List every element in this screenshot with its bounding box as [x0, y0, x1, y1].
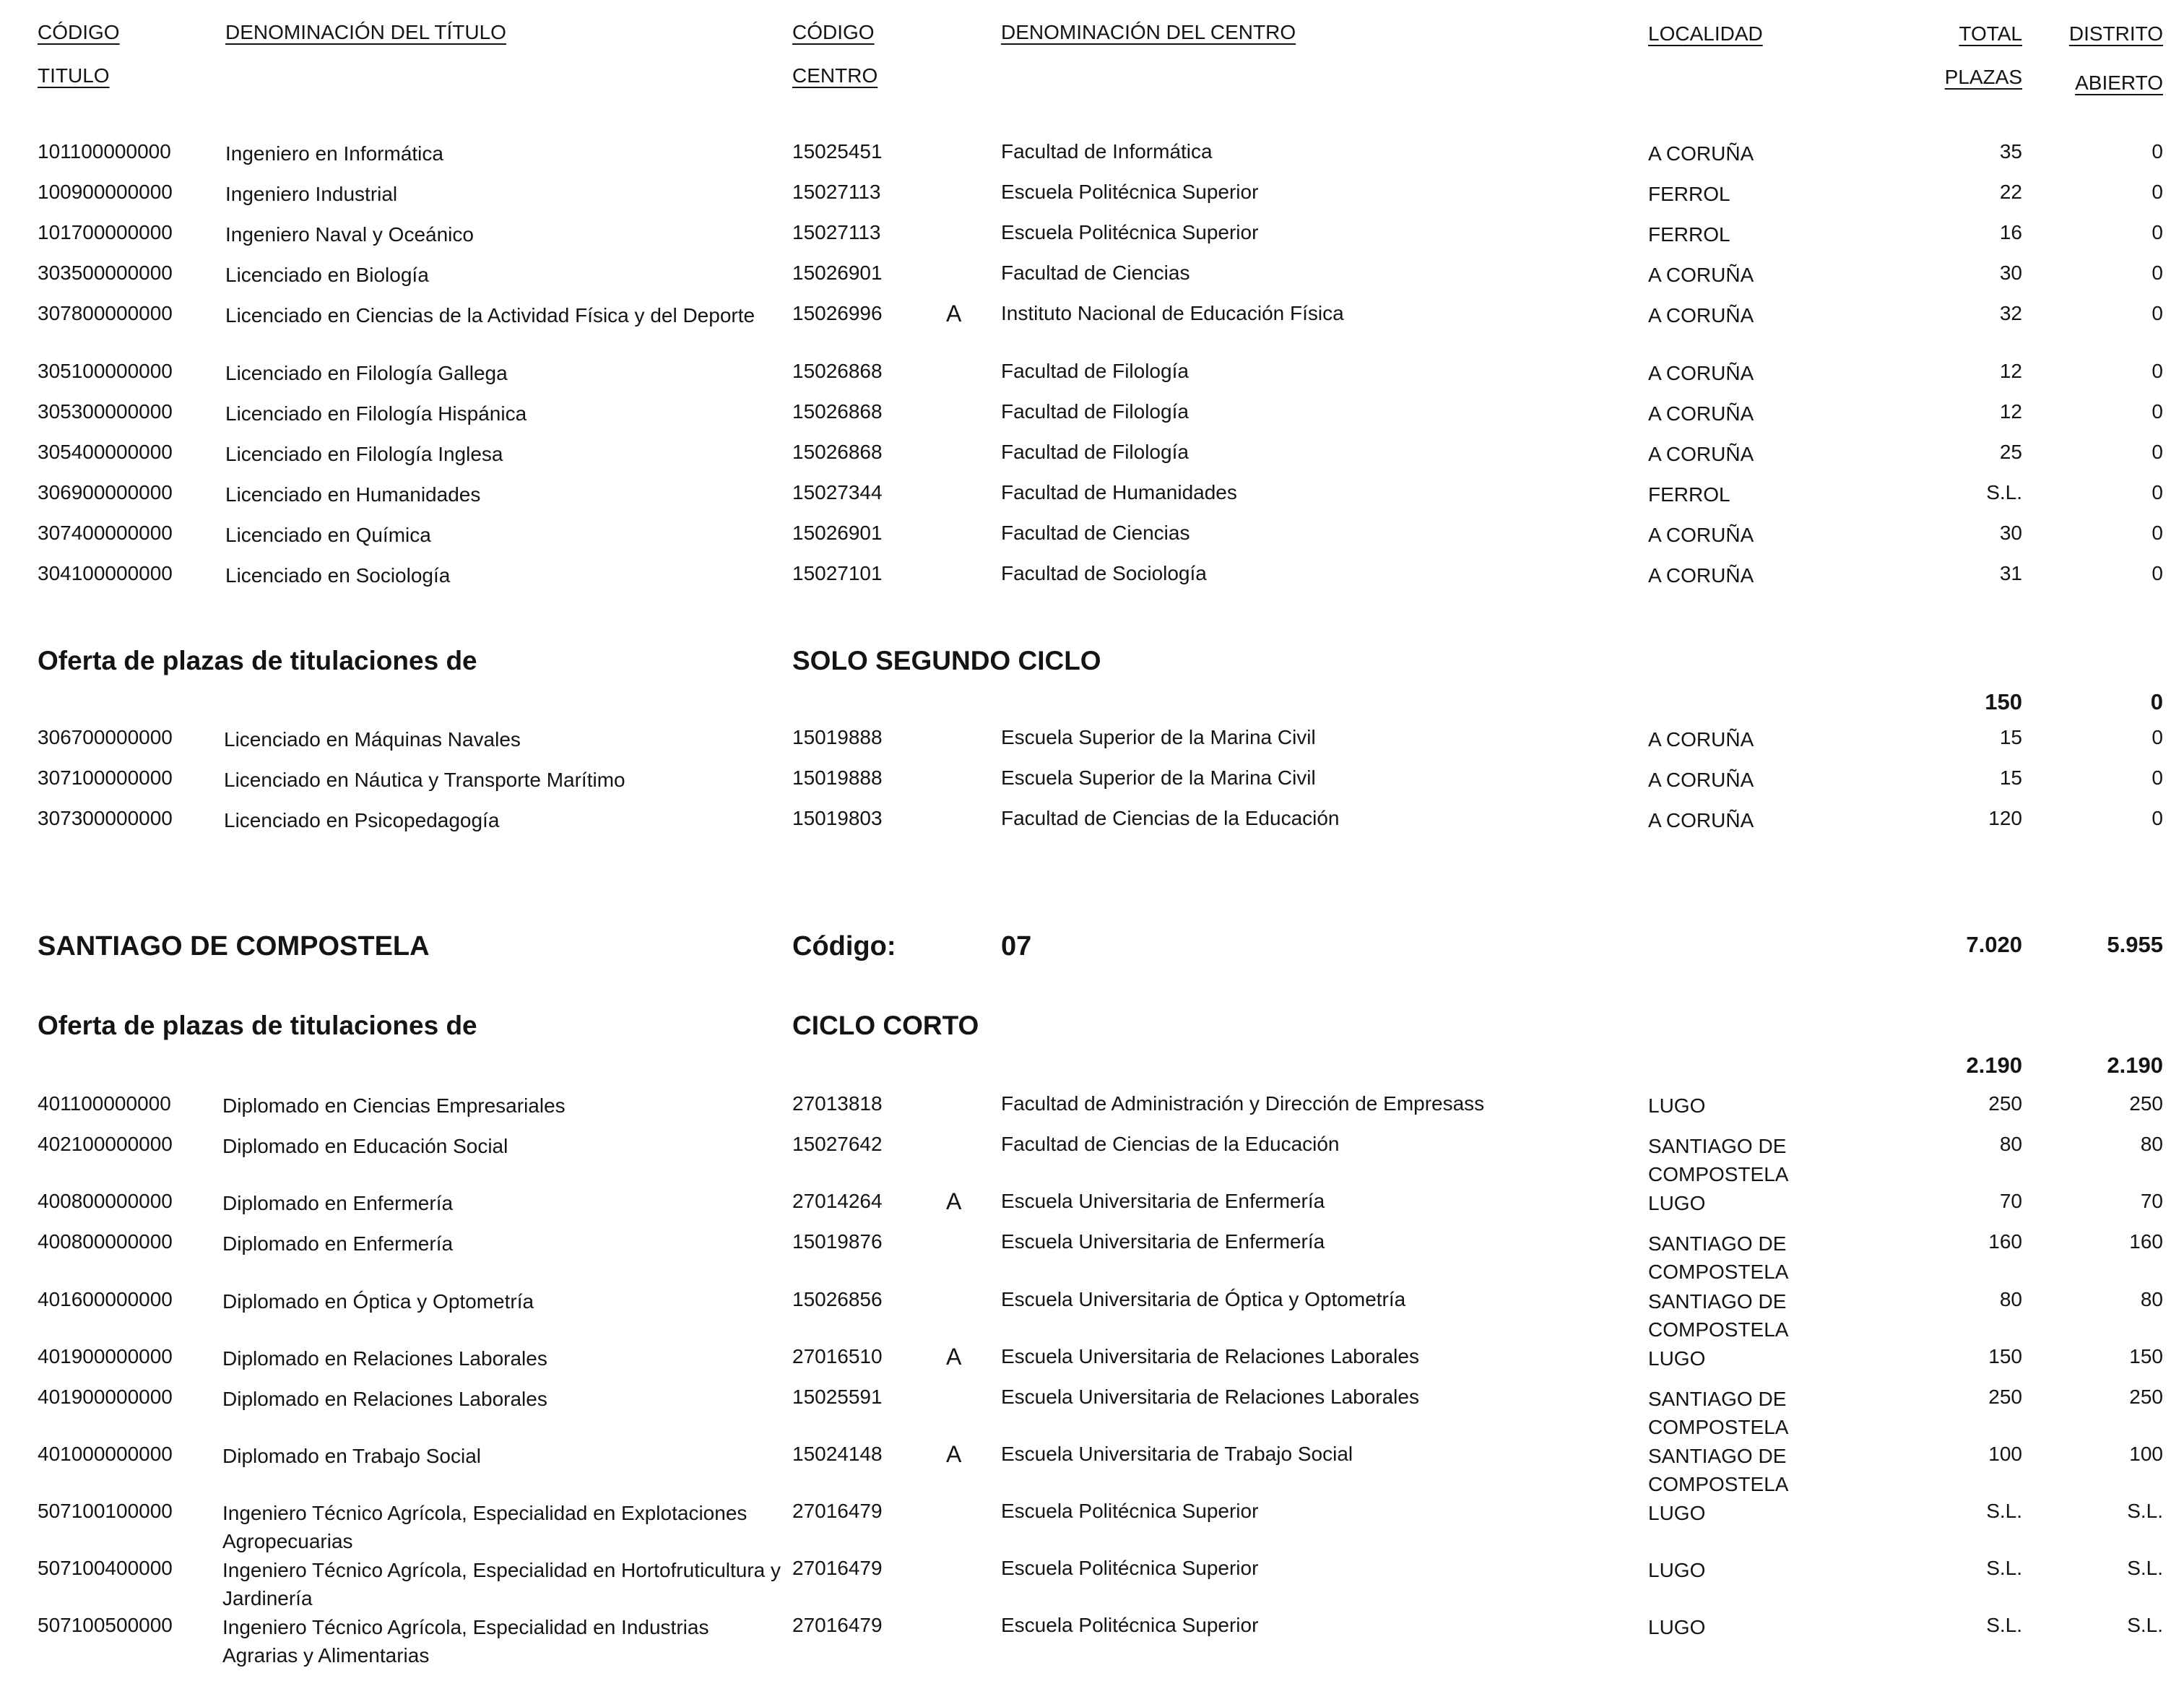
- titulo-cell: Diplomado en Óptica y Optometría: [222, 1290, 534, 1313]
- centro-cell: Escuela Universitaria de Relaciones Laborales: [1001, 1386, 1419, 1408]
- distrito-abierto-cell: 0: [2152, 562, 2163, 584]
- total-plazas-cell: 25: [1999, 441, 2022, 463]
- codigo-titulo-cell: 303500000000: [38, 262, 173, 284]
- centro-cell: Escuela Politécnica Superior: [1001, 181, 1259, 203]
- distrito-abierto-cell: 0: [2152, 360, 2163, 382]
- header-denominacion-centro: DENOMINACIÓN DEL CENTRO: [1001, 21, 1296, 43]
- codigo-centro-cell: 27016479: [792, 1500, 883, 1522]
- total-plazas-cell: S.L.: [1986, 1614, 2022, 1636]
- centro-cell: Facultad de Ciencias: [1001, 262, 1190, 284]
- distrito-abierto-cell: S.L.: [2127, 1500, 2163, 1522]
- table-row: [0, 261, 2184, 290]
- header-distrito-abierto-line1: DISTRITO: [2068, 22, 2163, 45]
- total-plazas-cell: S.L.: [1986, 481, 2022, 504]
- localidad-cell: LUGO: [1648, 1559, 1706, 1581]
- localidad-cell: A CORUÑA: [1648, 402, 1754, 425]
- distrito-abierto-cell: 0: [2152, 302, 2163, 324]
- distrito-abierto-cell: 70: [2140, 1190, 2163, 1212]
- localidad-cell: LUGO: [1648, 1094, 1706, 1117]
- total-plazas-cell: 80: [1999, 1288, 2022, 1310]
- codigo-titulo-cell: 307300000000: [38, 807, 173, 829]
- centro-cell: Escuela Politécnica Superior: [1001, 1557, 1259, 1579]
- total-plazas-cell: 160: [1988, 1230, 2022, 1253]
- header-denominacion-titulo: DENOMINACIÓN DEL TÍTULO: [225, 21, 506, 43]
- table-row: [0, 766, 2184, 795]
- codigo-titulo-cell: 401600000000: [38, 1288, 173, 1310]
- centro-cell: Facultad de Administración y Dirección de Empresass: [1001, 1092, 1485, 1115]
- distrito-abierto-cell: 0: [2152, 522, 2163, 544]
- table-row: [0, 806, 2184, 835]
- distrito-abierto-cell: S.L.: [2127, 1614, 2163, 1636]
- table-row: [0, 521, 2184, 550]
- flag-cell: A: [946, 301, 962, 327]
- codigo-titulo-cell: 307100000000: [38, 766, 173, 789]
- codigo-titulo-cell: 100900000000: [38, 181, 173, 203]
- distrito-abierto-cell: 0: [2152, 766, 2163, 789]
- total-plazas-cell: 100: [1988, 1443, 2022, 1465]
- centro-cell: Facultad de Filología: [1001, 441, 1189, 463]
- codigo-titulo-cell: 306900000000: [38, 481, 173, 504]
- table-row: [0, 561, 2184, 590]
- centro-cell: Facultad de Humanidades: [1001, 481, 1237, 504]
- section2-total: 150: [1985, 689, 2022, 714]
- codigo-centro-cell: 27016479: [792, 1557, 883, 1579]
- total-plazas-cell: 250: [1988, 1386, 2022, 1408]
- titulo-cell: Ingeniero Técnico Agrícola, Especialidad en Explotaciones Agropecuarias: [222, 1502, 748, 1552]
- localidad-cell: A CORUÑA: [1648, 443, 1754, 465]
- codigo-titulo-cell: 307400000000: [38, 522, 173, 544]
- codigo-titulo-cell: 101100000000: [38, 140, 171, 163]
- distrito-abierto-cell: 0: [2152, 726, 2163, 748]
- flag-cell: A: [946, 1344, 962, 1370]
- distrito-abierto-cell: 0: [2152, 441, 2163, 463]
- distrito-abierto-cell: 0: [2152, 140, 2163, 163]
- titulo-cell: Ingeniero Técnico Agrícola, Especialidad en Industrias Agrarias y Alimentarias: [222, 1616, 709, 1667]
- centro-cell: Escuela Politécnica Superior: [1001, 1500, 1259, 1522]
- centro-cell: Escuela Universitaria de Enfermería: [1001, 1230, 1325, 1253]
- centro-cell: Escuela Politécnica Superior: [1001, 1614, 1259, 1636]
- total-plazas-cell: 22: [1999, 181, 2022, 203]
- table-row: [0, 180, 2184, 209]
- codigo-centro-cell: 15027642: [792, 1133, 883, 1155]
- localidad-cell: A CORUÑA: [1648, 524, 1754, 546]
- titulo-cell: Licenciado en Filología Hispánica: [225, 402, 527, 425]
- titulo-cell: Ingeniero en Informática: [225, 142, 443, 165]
- table-row: [0, 1092, 2184, 1120]
- total-plazas-cell: 32: [1999, 302, 2022, 324]
- codigo-titulo-cell: 401100000000: [38, 1092, 171, 1115]
- titulo-cell: Licenciado en Filología Inglesa: [225, 443, 503, 465]
- titulo-cell: Ingeniero Industrial: [225, 183, 398, 205]
- titulo-cell: Licenciado en Sociología: [225, 564, 451, 587]
- header-codigo-titulo-line2: TITULO: [38, 64, 110, 87]
- codigo-titulo-cell: 507100500000: [38, 1614, 173, 1636]
- total-plazas-cell: 12: [1999, 400, 2022, 423]
- table-row: [0, 480, 2184, 509]
- centro-cell: Escuela Universitaria de Trabajo Social: [1001, 1443, 1353, 1465]
- localidad-cell: A CORUÑA: [1648, 769, 1754, 791]
- centro-cell: Escuela Superior de la Marina Civil: [1001, 726, 1316, 748]
- localidad-cell: LUGO: [1648, 1502, 1706, 1524]
- centro-cell: Escuela Universitaria de Óptica y Optometría: [1001, 1288, 1406, 1310]
- table-row: [0, 440, 2184, 469]
- codigo-centro-cell: 27013818: [792, 1092, 883, 1115]
- codigo-titulo-cell: 306700000000: [38, 726, 173, 748]
- distrito-abierto-cell: 0: [2152, 181, 2163, 203]
- codigo-titulo-cell: 402100000000: [38, 1133, 173, 1155]
- centro-cell: Facultad de Filología: [1001, 360, 1189, 382]
- localidad-cell: A CORUÑA: [1648, 809, 1754, 831]
- localidad-cell: SANTIAGO DE COMPOSTELA: [1648, 1290, 1789, 1341]
- table-row: [0, 139, 2184, 168]
- section2-heading-left: Oferta de plazas de titulaciones de: [38, 646, 477, 675]
- centro-cell: Facultad de Filología: [1001, 400, 1189, 423]
- codigo-titulo-cell: 401900000000: [38, 1345, 173, 1367]
- codigo-centro-cell: 15019803: [792, 807, 883, 829]
- codigo-centro-cell: 15026996: [792, 302, 883, 324]
- centro-cell: Facultad de Ciencias de la Educación: [1001, 1133, 1340, 1155]
- distrito-abierto-cell: 160: [2129, 1230, 2163, 1253]
- codigo-titulo-cell: 401000000000: [38, 1443, 173, 1465]
- total-plazas-cell: 16: [1999, 221, 2022, 243]
- localidad-cell: A CORUÑA: [1648, 362, 1754, 384]
- header-codigo-centro-line1: CÓDIGO: [792, 21, 875, 43]
- localidad-cell: A CORUÑA: [1648, 264, 1754, 286]
- total-plazas-cell: 30: [1999, 262, 2022, 284]
- localidad-cell: SANTIAGO DE COMPOSTELA: [1648, 1232, 1789, 1283]
- total-plazas-cell: 250: [1988, 1092, 2022, 1115]
- centro-cell: Escuela Politécnica Superior: [1001, 221, 1259, 243]
- header-codigo-titulo-line1: CÓDIGO: [38, 21, 120, 43]
- codigo-centro-cell: 15019876: [792, 1230, 883, 1253]
- codigo-centro-cell: 15025451: [792, 140, 883, 163]
- codigo-centro-cell: 15027113: [792, 181, 881, 203]
- codigo-centro-cell: 15019888: [792, 766, 883, 789]
- codigo-centro-cell: 15025591: [792, 1386, 883, 1408]
- total-plazas-cell: 31: [1999, 562, 2022, 584]
- university-name: SANTIAGO DE COMPOSTELA: [38, 931, 430, 961]
- localidad-cell: LUGO: [1648, 1192, 1706, 1214]
- table-row: [0, 1499, 2184, 1552]
- codigo-centro-cell: 15026868: [792, 441, 883, 463]
- titulo-cell: Licenciado en Filología Gallega: [225, 362, 508, 384]
- table-row: [0, 301, 2184, 330]
- codigo-centro-cell: 15024148: [792, 1443, 883, 1465]
- table-row: [0, 1556, 2184, 1609]
- codigo-titulo-cell: 507100100000: [38, 1500, 173, 1522]
- total-plazas-cell: 15: [1999, 766, 2022, 789]
- table-row: [0, 399, 2184, 428]
- codigo-centro-cell: 15027344: [792, 481, 883, 504]
- titulo-cell: Diplomado en Ciencias Empresariales: [222, 1094, 566, 1117]
- codigo-centro-cell: 27014264: [792, 1190, 883, 1212]
- titulo-cell: Licenciado en Química: [225, 524, 431, 546]
- section2-heading-right: SOLO SEGUNDO CICLO: [792, 646, 1101, 675]
- table-row: [0, 1132, 2184, 1185]
- total-plazas-cell: 150: [1988, 1345, 2022, 1367]
- codigo-centro-cell: 15019888: [792, 726, 883, 748]
- localidad-cell: FERROL: [1648, 223, 1730, 246]
- codigo-titulo-cell: 305100000000: [38, 360, 173, 382]
- table-row: [0, 220, 2184, 249]
- codigo-centro-cell: 27016510: [792, 1345, 883, 1367]
- university-codigo: 07: [1001, 931, 1032, 961]
- university-codigo-label: Código:: [792, 931, 896, 961]
- titulo-cell: Diplomado en Enfermería: [222, 1232, 454, 1255]
- codigo-titulo-cell: 400800000000: [38, 1230, 173, 1253]
- centro-cell: Escuela Universitaria de Relaciones Laborales: [1001, 1345, 1419, 1367]
- titulo-cell: Diplomado en Relaciones Laborales: [222, 1388, 547, 1410]
- total-plazas-cell: S.L.: [1986, 1557, 2022, 1579]
- header-localidad: LOCALIDAD: [1648, 22, 1763, 45]
- localidad-cell: A CORUÑA: [1648, 304, 1754, 327]
- codigo-titulo-cell: 305400000000: [38, 441, 173, 463]
- total-plazas-cell: 30: [1999, 522, 2022, 544]
- total-plazas-cell: 70: [1999, 1190, 2022, 1212]
- total-plazas-cell: 120: [1988, 807, 2022, 829]
- codigo-centro-cell: 15027101: [792, 562, 883, 584]
- header-distrito-abierto-line2: ABIERTO: [2075, 72, 2163, 94]
- table-row: [0, 725, 2184, 754]
- localidad-cell: FERROL: [1648, 183, 1730, 205]
- distrito-abierto-cell: 80: [2140, 1288, 2163, 1310]
- distrito-abierto-cell: 100: [2129, 1443, 2163, 1465]
- titulo-cell: Diplomado en Educación Social: [222, 1135, 508, 1157]
- centro-cell: Escuela Universitaria de Enfermería: [1001, 1190, 1325, 1212]
- localidad-cell: SANTIAGO DE COMPOSTELA: [1648, 1445, 1789, 1495]
- titulo-cell: Licenciado en Psicopedagogía: [224, 809, 500, 831]
- distrito-abierto-cell: 0: [2152, 262, 2163, 284]
- codigo-titulo-cell: 507100400000: [38, 1557, 173, 1579]
- centro-cell: Facultad de Ciencias de la Educación: [1001, 807, 1340, 829]
- localidad-cell: SANTIAGO DE COMPOSTELA: [1648, 1135, 1789, 1185]
- flag-cell: A: [946, 1441, 962, 1467]
- localidad-cell: LUGO: [1648, 1347, 1706, 1370]
- titulo-cell: Licenciado en Humanidades: [225, 483, 481, 506]
- codigo-centro-cell: 15026856: [792, 1288, 883, 1310]
- table-row: [0, 1344, 2184, 1373]
- total-plazas-cell: 15: [1999, 726, 2022, 748]
- centro-cell: Escuela Superior de la Marina Civil: [1001, 766, 1316, 789]
- codigo-titulo-cell: 401900000000: [38, 1386, 173, 1408]
- localidad-cell: LUGO: [1648, 1616, 1706, 1638]
- codigo-titulo-cell: 305300000000: [38, 400, 173, 423]
- titulo-cell: Ingeniero Técnico Agrícola, Especialidad en Hortofruticultura y Jardinería: [222, 1559, 781, 1609]
- section3-distrito-total: 2.190: [2107, 1053, 2163, 1078]
- codigo-titulo-cell: 304100000000: [38, 562, 173, 584]
- titulo-cell: Diplomado en Enfermería: [222, 1192, 454, 1214]
- university-total: 7.020: [1966, 932, 2022, 957]
- codigo-centro-cell: 15026868: [792, 400, 883, 423]
- table-row: [0, 359, 2184, 388]
- titulo-cell: Licenciado en Biología: [225, 264, 429, 286]
- total-plazas-cell: 35: [1999, 140, 2022, 163]
- titulo-cell: Licenciado en Máquinas Navales: [224, 728, 521, 751]
- codigo-centro-cell: 15027113: [792, 221, 881, 243]
- codigo-titulo-cell: 400800000000: [38, 1190, 173, 1212]
- localidad-cell: FERROL: [1648, 483, 1730, 506]
- distrito-abierto-cell: 0: [2152, 481, 2163, 504]
- header-total-plazas-line2: PLAZAS: [1944, 66, 2022, 88]
- centro-cell: Facultad de Sociología: [1001, 562, 1207, 584]
- codigo-centro-cell: 15026901: [792, 522, 883, 544]
- table-row: [0, 1441, 2184, 1495]
- centro-cell: Facultad de Informática: [1001, 140, 1213, 163]
- table-row: [0, 1385, 2184, 1438]
- titulo-cell: Licenciado en Náutica y Transporte Marítimo: [224, 769, 625, 791]
- codigo-centro-cell: 15026901: [792, 262, 883, 284]
- centro-cell: Facultad de Ciencias: [1001, 522, 1190, 544]
- localidad-cell: SANTIAGO DE COMPOSTELA: [1648, 1388, 1789, 1438]
- titulo-cell: Diplomado en Relaciones Laborales: [222, 1347, 547, 1370]
- codigo-centro-cell: 27016479: [792, 1614, 883, 1636]
- distrito-abierto-cell: 80: [2140, 1133, 2163, 1155]
- codigo-titulo-cell: 307800000000: [38, 302, 173, 324]
- flag-cell: A: [946, 1188, 962, 1214]
- distrito-abierto-cell: 0: [2152, 807, 2163, 829]
- header-total-plazas-line1: TOTAL: [1959, 22, 2022, 45]
- table-row: [0, 1189, 2184, 1218]
- table-row: [0, 1230, 2184, 1283]
- codigo-centro-cell: 15026868: [792, 360, 883, 382]
- titulo-cell: Licenciado en Ciencias de la Actividad Física y del Deporte: [225, 304, 755, 327]
- titulo-cell: Ingeniero Naval y Oceánico: [225, 223, 474, 246]
- total-plazas-cell: 12: [1999, 360, 2022, 382]
- codigo-titulo-cell: 101700000000: [38, 221, 173, 243]
- titulo-cell: Diplomado en Trabajo Social: [222, 1445, 481, 1467]
- localidad-cell: A CORUÑA: [1648, 728, 1754, 751]
- table-row: [0, 1613, 2184, 1667]
- distrito-abierto-cell: 0: [2152, 221, 2163, 243]
- section3-heading-right: CICLO CORTO: [792, 1011, 979, 1040]
- distrito-abierto-cell: 150: [2129, 1345, 2163, 1367]
- centro-cell: Instituto Nacional de Educación Física: [1001, 302, 1344, 324]
- section3-heading-left: Oferta de plazas de titulaciones de: [38, 1011, 477, 1040]
- localidad-cell: A CORUÑA: [1648, 564, 1754, 587]
- table-row: [0, 1287, 2184, 1341]
- distrito-abierto-cell: S.L.: [2127, 1557, 2163, 1579]
- total-plazas-cell: S.L.: [1986, 1500, 2022, 1522]
- section2-distrito-total: 0: [2150, 689, 2163, 714]
- distrito-abierto-cell: 250: [2129, 1386, 2163, 1408]
- university-distrito-total: 5.955: [2107, 932, 2163, 957]
- distrito-abierto-cell: 0: [2152, 400, 2163, 423]
- localidad-cell: A CORUÑA: [1648, 142, 1754, 165]
- distrito-abierto-cell: 250: [2129, 1092, 2163, 1115]
- section3-total: 2.190: [1966, 1053, 2022, 1078]
- header-codigo-centro-line2: CENTRO: [792, 64, 878, 87]
- total-plazas-cell: 80: [1999, 1133, 2022, 1155]
